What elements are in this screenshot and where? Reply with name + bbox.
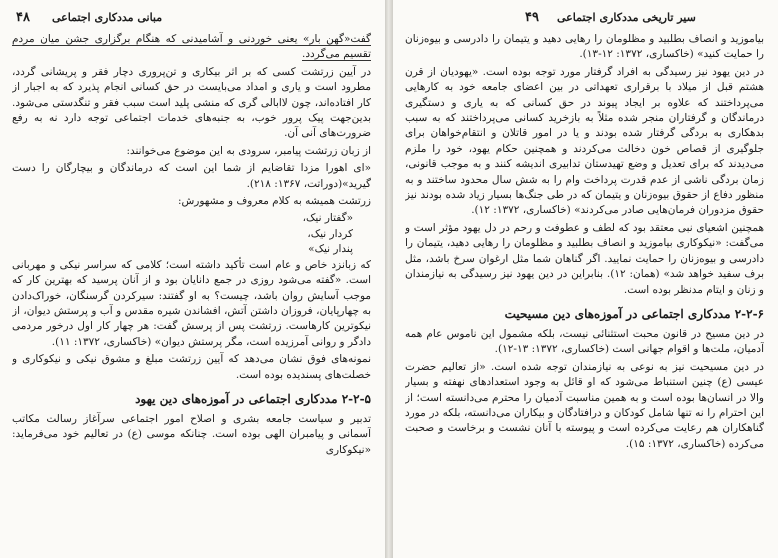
- paragraph: در دین مسیحیت نیز به نوعی به نیازمندان توجه شده است. «از تعالیم حضرت عیسی (ع) چنین استنباط می‌شود که او قائل به وجود استعدادهای نهفته و بسیار والا در انسان‌ها بوده است و به همین مناسبت آدمیان را محترم می‌دانسته است؛ از این احترام را نه تنها شامل کودکان و درافتادگان و بیکاران می‌دانسته، بلکه در مورد گناهکاران هم رعایت می‌کرده است و پیوسته با آنان نشست و برخاست و صحبت می‌کرده (خاکساری، ۱۳۷۲: ۱۵).: [405, 360, 764, 450]
- paragraph: نمونه‌های فوق نشان می‌دهد که آیین زرتشت مبلغ و مشوق نیکی و نیکوکاری و خصلت‌های پسندیده بوده است.: [12, 353, 371, 381]
- left-page-body: [12, 32, 371, 554]
- paragraph: در دین یهود نیز رسیدگی به افراد گرفتار مورد توجه بوده است. «یهودیان از قرن هشتم قبل از میلاد با برقراری تعهداتی در بین اعضای جامعه خود به کارهایی می‌پرداختند که علاوه بر ایجاد پیوند در حق کسانی که به یاری و دستگیری درماندگان و گرفتاران منجر شده مثلاً به بازخرید کسانی می‌پرداختند که به سبب بدهکاری به بردگی گرفتار شده بودند و یا در امور قاتلان و انتقام‌خواهان برای جلوگیری از قصاص خون دخالت می‌کردند و همچنین حکام یهود، خود را ملزم می‌دیدند که برای تعدیل و وضع تهیدستان تدابیری اندیشه کنند و به موجب قانونی، زمان بردگی ناشی از عدم قدرت پرداخت وام را به شش سال محدود ساختند و به منظور دفاع از حقوق بیوه‌زنان و یتیمان که در طی جنگ‌ها بسیار زیاد شده بودند نیز حقوق مزدوران فرمان‌هایی صادر می‌کردند» (خاکساری، ۱۳۷۲: ۱۲).: [405, 65, 764, 217]
- paragraph: که زبانزد خاص و عام است تأکید داشته است؛ کلامی که سراسر نیکی و مهربانی است. «گفته می‌شود روزی در جمع دانایان بود و از آنان پرسید که بهترین کار که موجب آسایش روان باشد، چیست؟ به او گفتند: سیرکردن گرسنگان، خوراک‌دادن به چهارپایان، فروزان داشتن آتش، افشاندن شیره مقدس و آب و پرستش دیوان، از نیکوترین کارهاست. زرتشت پس از پرسش گفت: هر چهار کار اول درخور مردمی دادگر و روانی آمرزیده است، مگر پرستش دیوان» (خاکساری، ۱۳۷۲: ۱۱).: [12, 258, 371, 348]
- paragraph: گفت«گهن بار» یعنی خوردنی و آشامیدنی که هنگام برگزاری جشن میان مردم تقسیم می‌گردد.: [12, 33, 371, 61]
- verse-line: کردار نیک،: [307, 227, 353, 240]
- right-page: [393, 0, 778, 558]
- book-gutter: [385, 0, 393, 558]
- right-page-header: [409, 10, 762, 26]
- paragraph: از زبان زرتشت پیامبر، سرودی به این موضوع می‌خوانند:: [126, 144, 371, 157]
- verse-line: پندار نیک»: [308, 243, 353, 256]
- section-heading: ۲-۲-۶ مددکاری اجتماعی در آموزه‌های دین مسیحیت: [504, 306, 764, 321]
- right-page-number: ۴۹: [525, 10, 539, 25]
- paragraph: بیاموزید و انصاف بطلبید و مظلومان را رهایی دهید و یتیمان را دادرسی و بیوه‌زنان را حمایت کنید» (خاکساری، ۱۳۷۲: ۱۲-۱۳).: [405, 33, 764, 61]
- paragraph: همچنین اشعیای نبی معتقد بود که لطف و عطوفت و رحم در دل یهود مؤثر است و می‌گفت: «نیکوکاری بیاموزید و انصاف بطلبید و مظلومان را رهایی دهید، یتیمان را دادرسی و بیوه‌زنان را حمایت نمایید. اگر گناهان شما مثل ارغوان سرخ باشد، مثل برف سفید خواهد شد» (همان: ۱۲). بنابراین در دین یهود نیز رسیدگی به نیازمندان و زنان و ایتام مدنظر بوده است.: [405, 221, 764, 296]
- left-running-title: مبانی مددکاری اجتماعی: [52, 11, 163, 24]
- right-page-body: [405, 32, 764, 554]
- quote-paragraph: «ای اهورا مزدا تقاضایم از شما این است که درماندگان و بیچارگان را دست گیرید»(دوراتت، ۱۳۶۷: ۲۱۸).: [12, 162, 371, 190]
- section-heading: ۲-۲-۵ مددکاری اجتماعی در آموزه‌های دین یهود: [135, 391, 371, 406]
- left-page-header: [16, 10, 369, 26]
- right-running-title: سیر تاریخی مددکاری اجتماعی: [557, 11, 696, 24]
- paragraph: در دین مسیح در قانون محبت استثنائی نیست، بلکه مشمول این ناموس عام همه آدمیان، ملت‌ها و اقوام جهانی است (خاکساری، ۱۳۷۲: ۱۳-۱۲).: [405, 327, 764, 356]
- left-page: [0, 0, 385, 558]
- paragraph: تدبیر و سیاست جامعه بشری و اصلاح امور اجتماعی سرآغاز رسالت مکاتب آسمانی و پیامبران الهی بوده است. چنانکه موسی (ع) در تعالیم خود می‌فرماید: «نیکوکاری: [12, 412, 371, 456]
- paragraph: زرتشت همیشه به کلام معروف و مشهورش:: [177, 195, 371, 208]
- left-page-number: ۴۸: [16, 10, 30, 25]
- verse-line: «گفتار نیک،: [302, 212, 353, 225]
- paragraph: در آیین زرتشت کسی که بر اثر بیکاری و تن‌پروری دچار فقر و پریشانی گردد، مطرود است و یاری و امداد می‌بایست در حق کسانی انجام پذیرد که به اجبار از کار افتاده‌اند، چون لاابالی گری که منشی پلید است سبب فقر و تنگدستی می‌شود. بدین‌جهت پیک پرور خوب، به جنبه‌های خدمات اجتماعی توجه دارد نه به رفع ضرورت‌های آنی آن.: [12, 65, 371, 140]
